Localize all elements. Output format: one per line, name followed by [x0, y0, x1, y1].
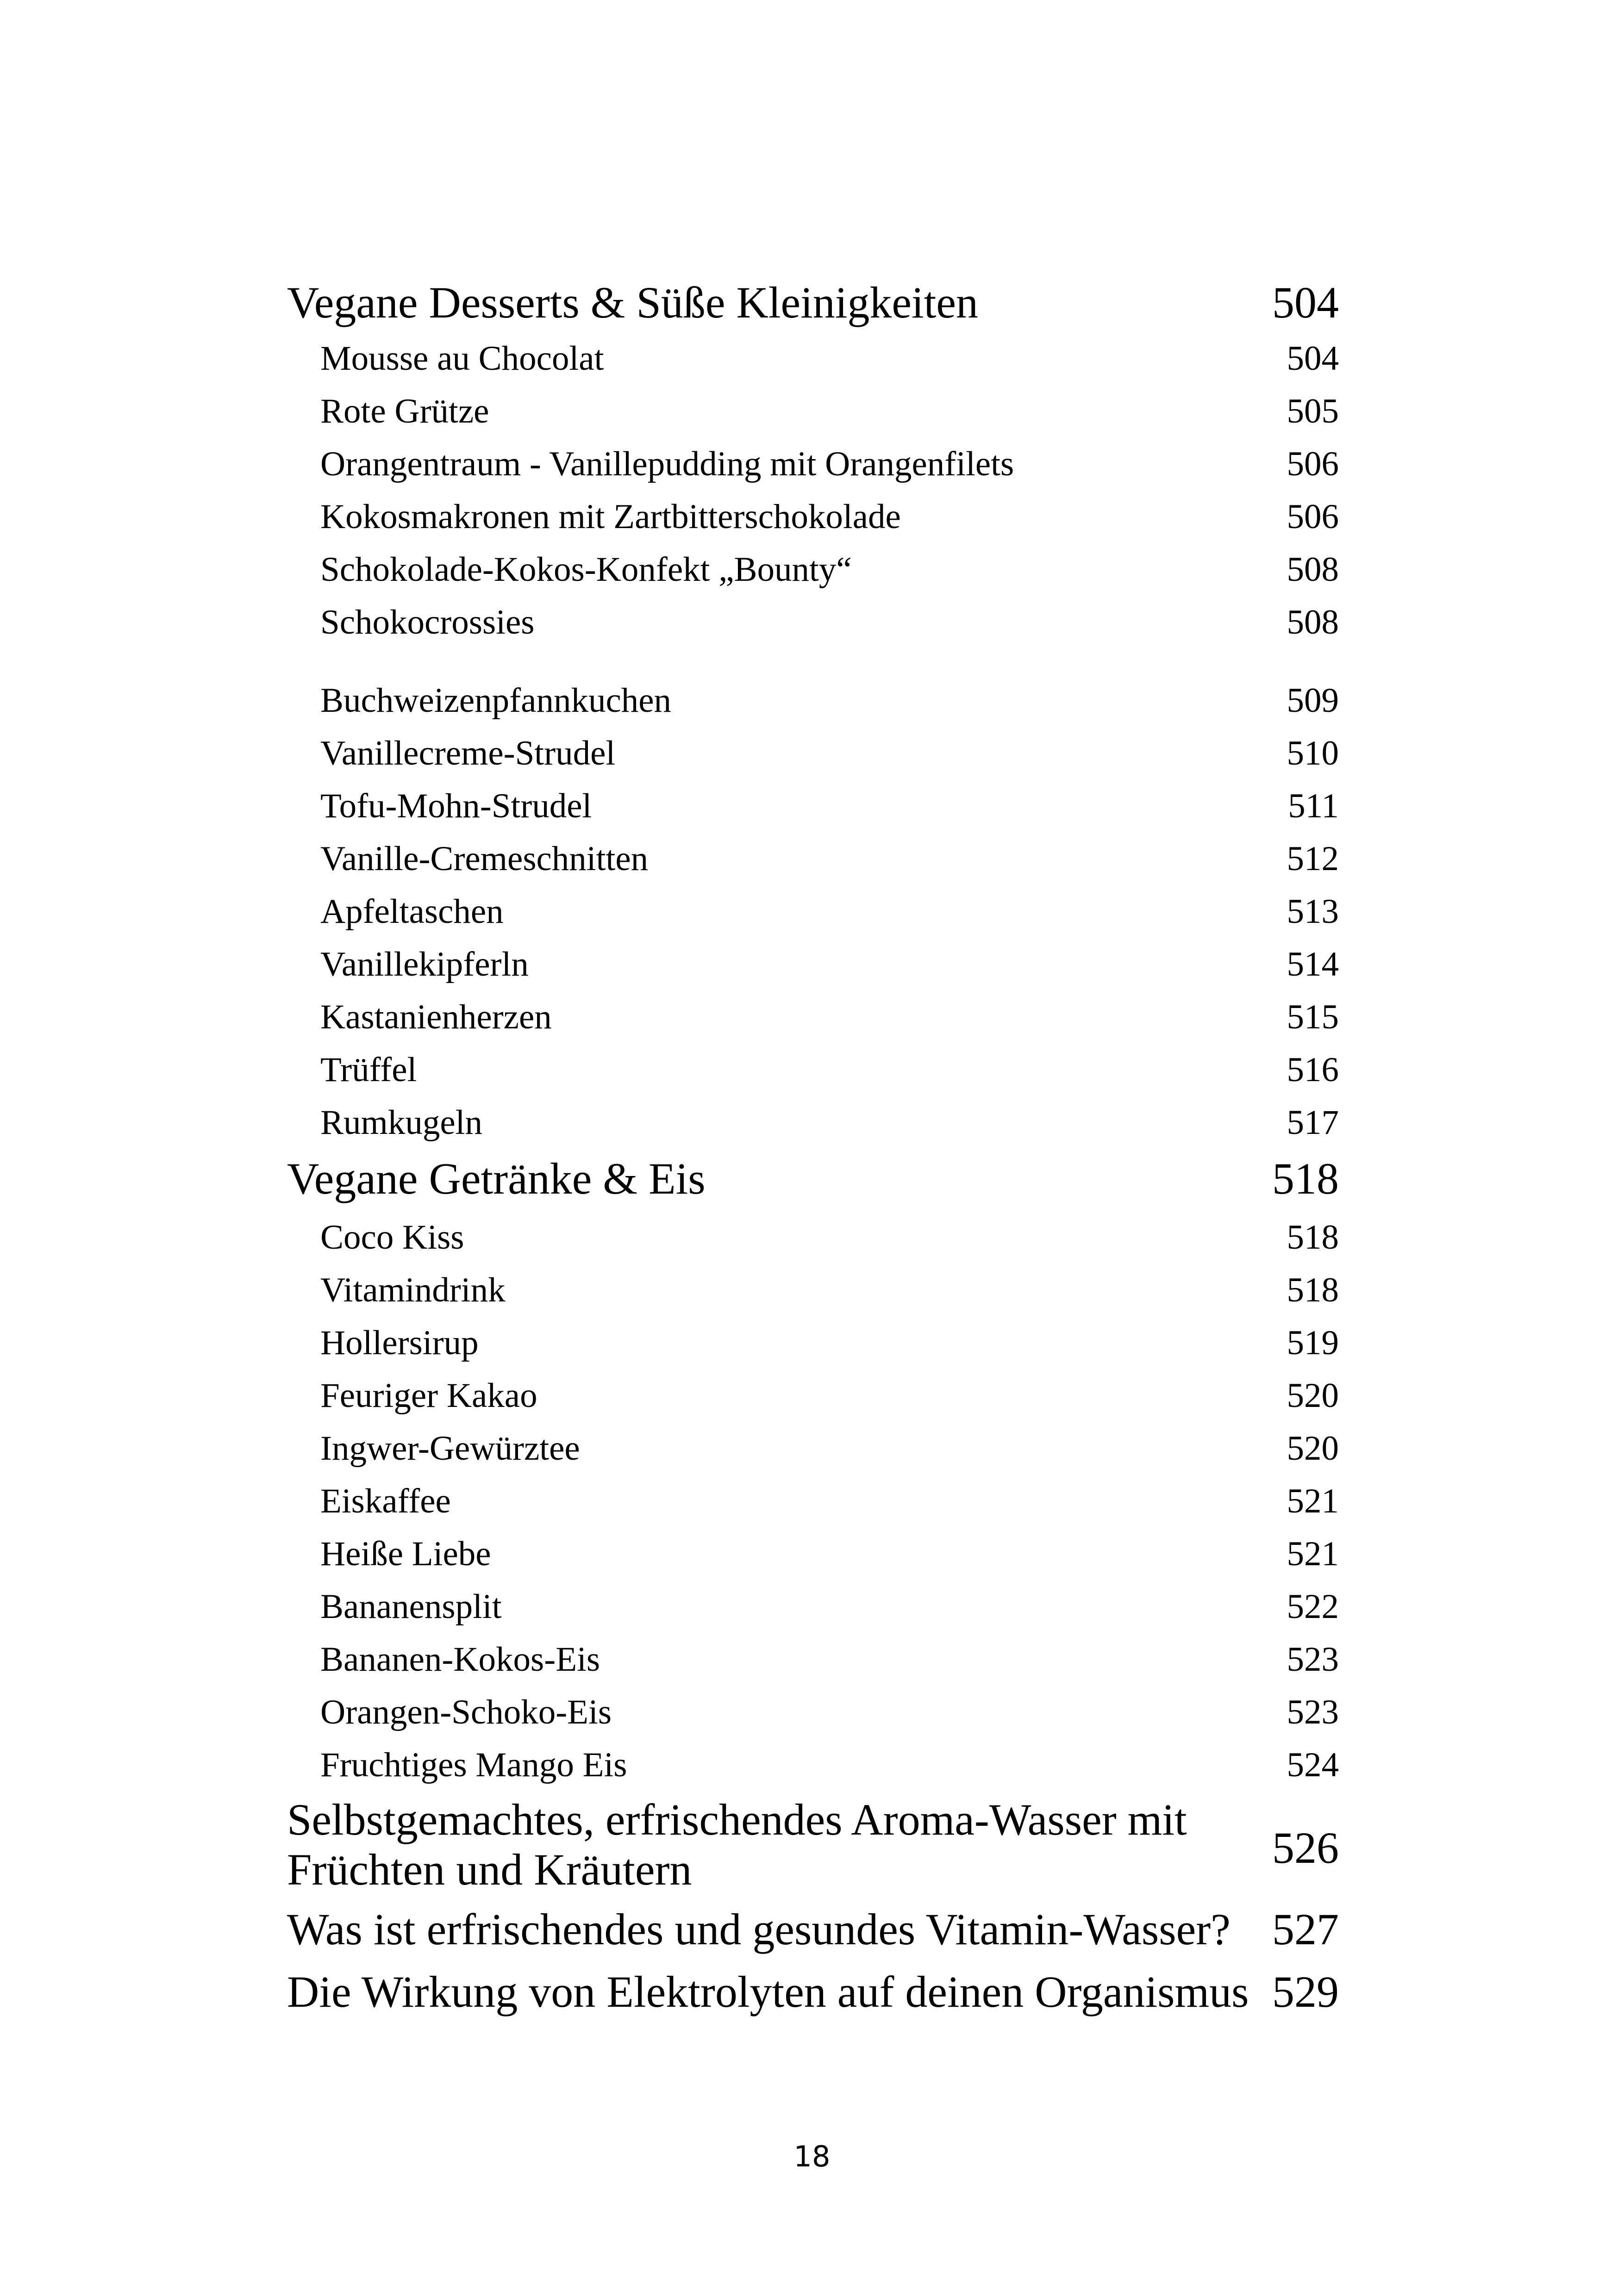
toc-section-drinks[interactable]: [287, 1153, 1339, 1204]
toc-entry[interactable]: [287, 333, 1339, 384]
toc-entry[interactable]: [287, 834, 1339, 884]
toc-entry[interactable]: [287, 1423, 1339, 1474]
toc-entry[interactable]: [287, 544, 1339, 595]
toc-entry[interactable]: [287, 1687, 1339, 1738]
toc-entry-title: Orangen-Schoko-Eis: [320, 1693, 612, 1731]
toc-entry-page: 508: [1287, 603, 1339, 641]
toc-entry-title: Buchweizenpfannkuchen: [320, 681, 672, 720]
toc-entry[interactable]: [287, 1581, 1339, 1632]
toc-section-page: 526: [1272, 1823, 1339, 1873]
toc-entry-page: 506: [1287, 498, 1339, 536]
toc-entry-title: Hollersirup: [320, 1324, 479, 1362]
toc-entry-title: Vanillekipferln: [320, 945, 529, 983]
toc-entry-page: 523: [1287, 1640, 1339, 1679]
toc-entry[interactable]: [287, 1265, 1339, 1316]
toc-entry-page: 520: [1287, 1429, 1339, 1468]
toc-entry[interactable]: [287, 675, 1339, 726]
toc-section-page: 527: [1272, 1904, 1339, 1954]
toc-entry[interactable]: [287, 939, 1339, 990]
toc-entry[interactable]: [287, 1318, 1339, 1369]
toc-entry[interactable]: [287, 492, 1339, 542]
toc-entry-page: 509: [1287, 681, 1339, 720]
toc-entry-page: 519: [1287, 1324, 1339, 1362]
toc-entry[interactable]: [287, 1045, 1339, 1095]
toc-entry-title: Coco Kiss: [320, 1218, 464, 1257]
toc-entry-page: 524: [1287, 1746, 1339, 1784]
toc-entry-page: 504: [1287, 339, 1339, 378]
toc-entry[interactable]: [287, 992, 1339, 1043]
toc-entry-page: 518: [1287, 1218, 1339, 1257]
toc-entry-page: 508: [1287, 550, 1339, 589]
toc-entry-title: Rote Grütze: [320, 392, 489, 430]
toc-entry[interactable]: [287, 1370, 1339, 1421]
toc-entry-page: 505: [1287, 392, 1339, 430]
toc-entry-page: 521: [1287, 1535, 1339, 1573]
toc-entry[interactable]: [287, 728, 1339, 779]
toc-section-title: Die Wirkung von Elektrolyten auf deinen Organismus: [287, 1967, 1249, 2016]
toc-entry-title: Bananen-Kokos-Eis: [320, 1640, 600, 1679]
toc-entry-title: Schokocrossies: [320, 603, 535, 641]
toc-entry[interactable]: [287, 439, 1339, 490]
toc-entry[interactable]: [287, 1634, 1339, 1685]
toc-entry-page: 517: [1287, 1103, 1339, 1142]
toc-entry-title: Fruchtiges Mango Eis: [320, 1746, 627, 1784]
toc-entry-page: 506: [1287, 445, 1339, 483]
toc-entry[interactable]: [287, 597, 1339, 648]
toc-entry-title: Schokolade-Kokos-Konfekt „Bounty“: [320, 550, 852, 589]
toc-entry[interactable]: [287, 1740, 1339, 1791]
toc-entry[interactable]: [287, 886, 1339, 937]
toc-section-title: Vegane Getränke & Eis: [287, 1154, 706, 1203]
toc-entry-page: 518: [1287, 1271, 1339, 1309]
toc-entry-page: 520: [1287, 1376, 1339, 1415]
toc-entry-title: Bananensplit: [320, 1587, 502, 1626]
toc-entry-title: Eiskaffee: [320, 1482, 451, 1520]
toc-entry-title: Rumkugeln: [320, 1103, 482, 1142]
toc-entry-title: Ingwer-Gewürztee: [320, 1429, 580, 1468]
toc-section-title: Vegane Desserts & Süße Kleinigkeiten: [287, 278, 978, 327]
toc-entry-title: Apfeltaschen: [320, 892, 504, 931]
toc-entry-title: Feuriger Kakao: [320, 1376, 537, 1415]
toc-entry-page: 511: [1288, 787, 1339, 825]
toc-entry-title: Vitamindrink: [320, 1271, 506, 1309]
toc-entry-page: 523: [1287, 1693, 1339, 1731]
page-number: 18: [793, 2140, 831, 2173]
toc-entry[interactable]: [287, 1212, 1339, 1263]
toc-entry[interactable]: [287, 386, 1339, 437]
toc-section-title: Was ist erfrischendes und gesundes Vitamin-Wasser?: [287, 1904, 1230, 1954]
toc-entry[interactable]: [287, 1097, 1339, 1148]
toc-entry-title: Vanille-Cremeschnitten: [320, 840, 649, 878]
toc-section-desserts[interactable]: [287, 277, 1339, 328]
toc-entry-title: Heiße Liebe: [320, 1535, 491, 1573]
toc-section-page: 518: [1272, 1154, 1339, 1203]
toc-entry-page: 514: [1287, 945, 1339, 983]
toc-entry-title: Mousse au Chocolat: [320, 339, 604, 378]
toc-section-page: 504: [1272, 278, 1339, 327]
toc-entry[interactable]: [287, 1476, 1339, 1527]
toc-entry-page: 512: [1287, 840, 1339, 878]
toc-entry-page: 516: [1287, 1051, 1339, 1089]
toc-entry-title: Vanillecreme-Strudel: [320, 734, 616, 772]
toc-entry[interactable]: [287, 1529, 1339, 1580]
toc-section-aroma-water[interactable]: [287, 1795, 1339, 1901]
toc-section-vitamin-water[interactable]: [287, 1904, 1339, 1955]
toc-entry-title: Tofu-Mohn-Strudel: [320, 787, 592, 825]
toc-entry-page: 515: [1287, 998, 1339, 1036]
toc-entry-page: 510: [1287, 734, 1339, 772]
toc-entry-title: Orangentraum - Vanillepudding mit Orangenfilets: [320, 445, 1014, 483]
toc-section-title: Selbstgemachtes, erfrischendes Aroma-Wasser mit Früchten und Kräutern: [287, 1795, 1187, 1894]
toc-section-page: 529: [1272, 1967, 1339, 2016]
toc-section-electrolytes[interactable]: [287, 1966, 1339, 2017]
toc-entry-title: Kokosmakronen mit Zartbitterschokolade: [320, 498, 901, 536]
toc-entry-page: 522: [1287, 1587, 1339, 1626]
toc-entry-page: 513: [1287, 892, 1339, 931]
toc-entry-title: Trüffel: [320, 1051, 417, 1089]
toc-entry[interactable]: [287, 781, 1339, 832]
toc-entry-page: 521: [1287, 1482, 1339, 1520]
toc-entry-title: Kastanienherzen: [320, 998, 552, 1036]
